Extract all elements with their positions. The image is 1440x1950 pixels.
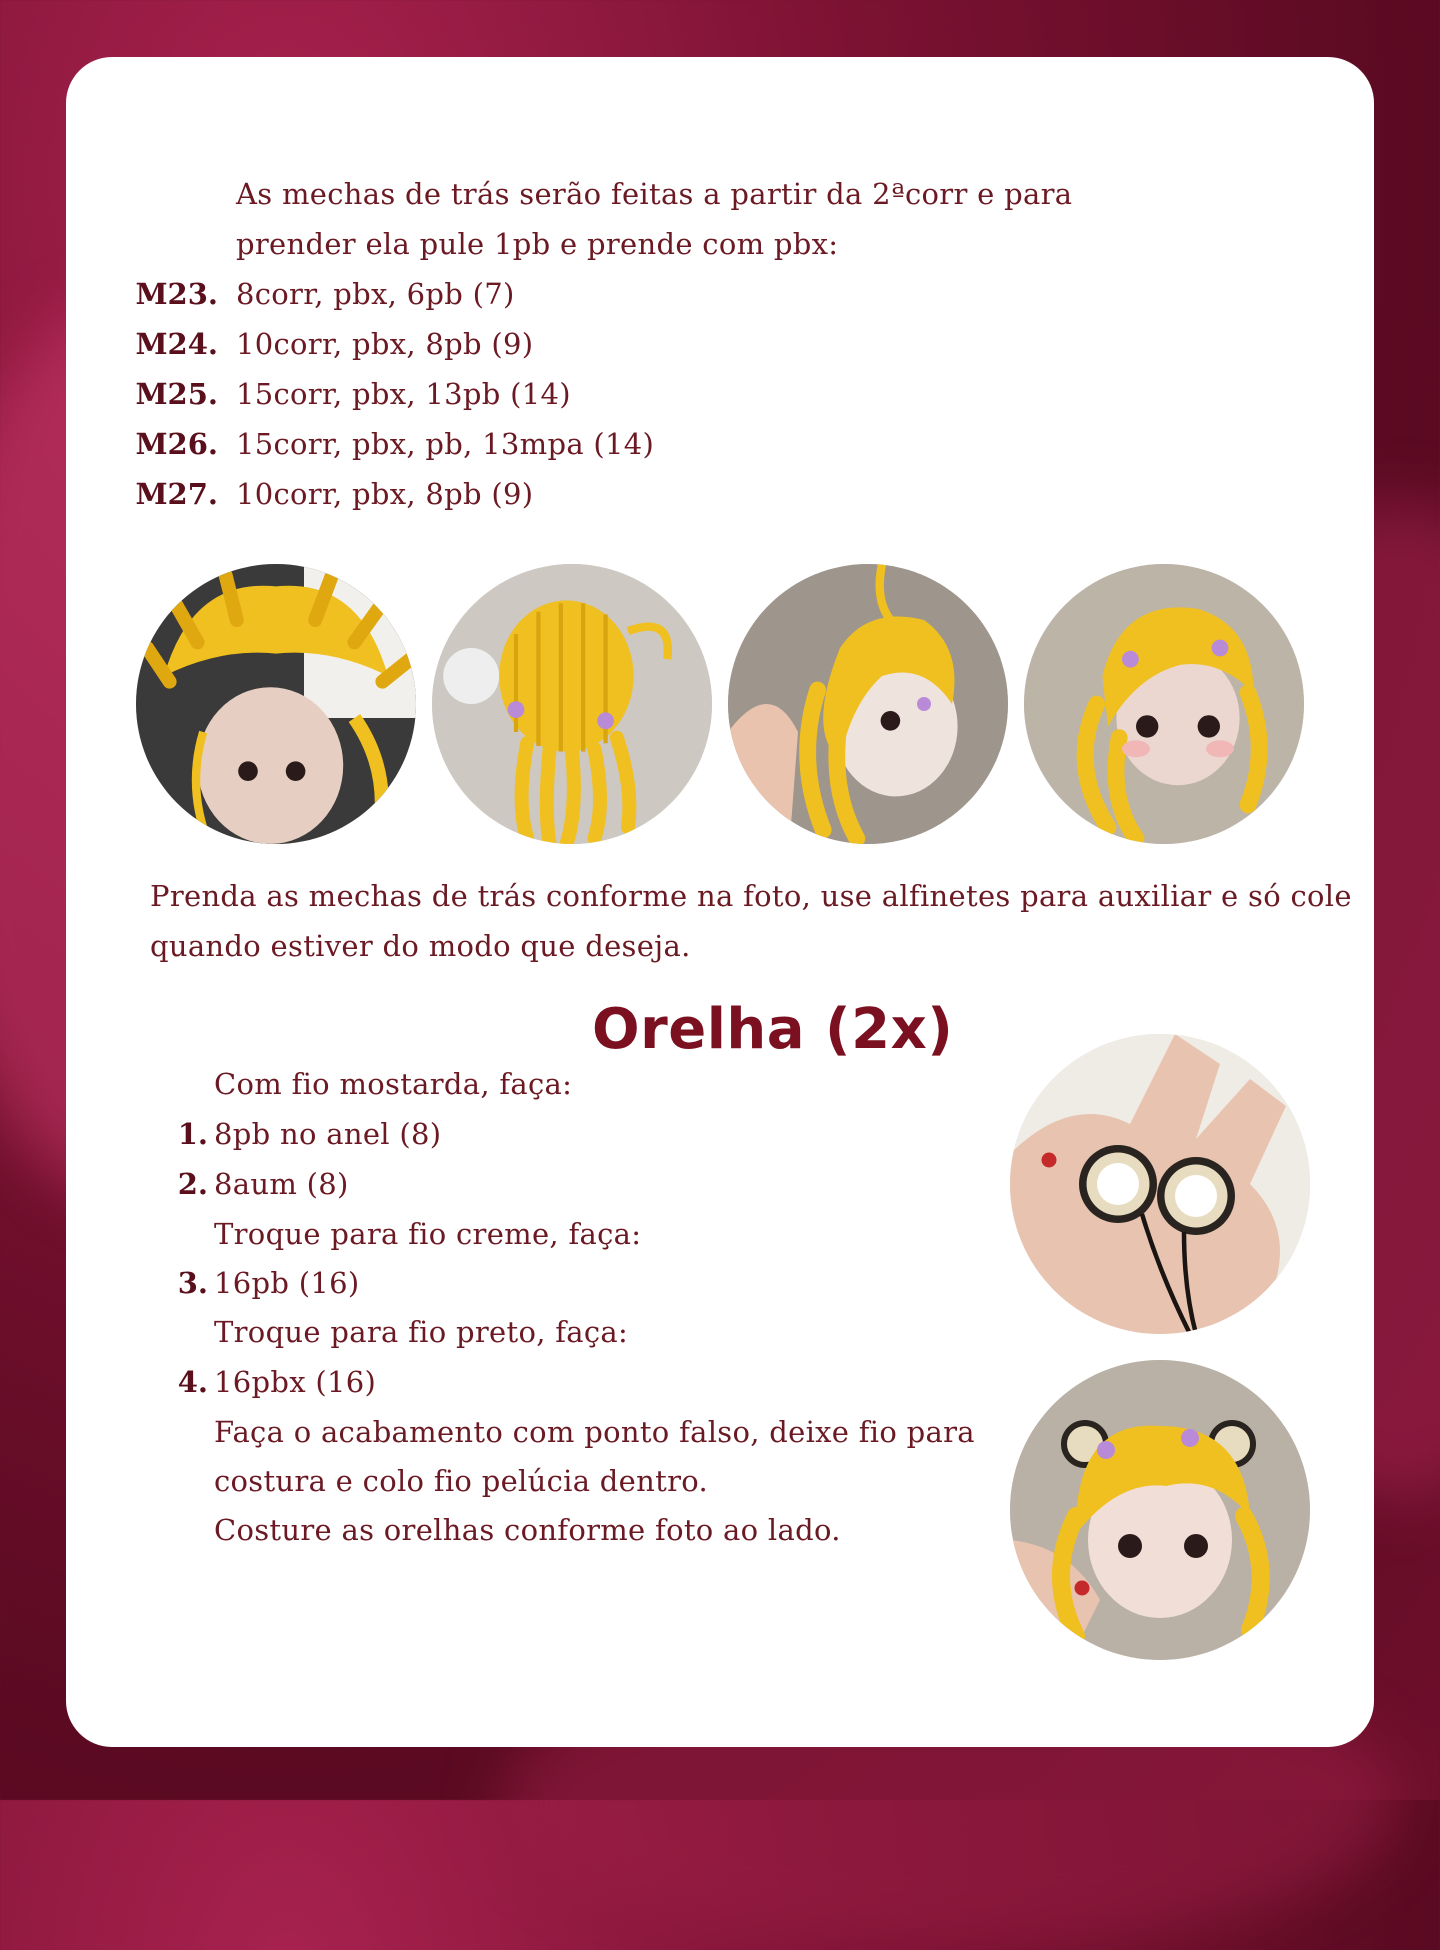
step-text: Com fio mostarda, faça: [214, 1067, 573, 1101]
step-number: 4. [177, 1365, 208, 1399]
round-text: 10corr, pbx, 8pb (9) [236, 477, 534, 511]
step-text: Faça o acabamento com ponto falso, deixe fio para [214, 1415, 975, 1449]
step-text: 16pb (16) [214, 1266, 360, 1300]
round-label: M24. [135, 327, 218, 361]
step-text: 8aum (8) [214, 1167, 349, 1201]
document-card [66, 57, 1374, 1747]
round-label: M25. [135, 377, 218, 411]
note-line-2: quando estiver do modo que deseja. [150, 929, 691, 963]
step-text: Costure as orelhas conforme foto ao lado. [214, 1513, 841, 1547]
photo-hair-strands-back [432, 564, 712, 844]
step-text: 8pb no anel (8) [214, 1117, 442, 1151]
round-text: 8corr, pbx, 6pb (7) [236, 277, 515, 311]
round-text: 10corr, pbx, 8pb (9) [236, 327, 534, 361]
round-label: M26. [135, 427, 218, 461]
round-text: 15corr, pbx, pb, 13mpa (14) [236, 427, 655, 461]
intro-line-2: prender ela pule 1pb e prende com pbx: [236, 227, 839, 261]
round-label: M27. [135, 477, 218, 511]
round-text: 15corr, pbx, 13pb (14) [236, 377, 571, 411]
step-text: Troque para fio creme, faça: [214, 1217, 642, 1251]
step-text: costura e colo fio pelúcia dentro. [214, 1464, 708, 1498]
step-number: 3. [177, 1266, 208, 1300]
step-text: 16pbx (16) [214, 1365, 377, 1399]
photo-hair-strands-side [728, 564, 1008, 844]
photo-hair-finished [1024, 564, 1304, 844]
photo-ears-attached [1010, 1360, 1310, 1660]
section-title: Orelha (2x) [592, 997, 954, 1062]
step-number: 2. [177, 1167, 208, 1201]
note-line-1: Prenda as mechas de trás conforme na foto, use alfinetes para auxiliar e só cole [150, 879, 1352, 913]
round-label: M23. [135, 277, 218, 311]
step-text: Troque para fio preto, faça: [214, 1315, 629, 1349]
photo-ears-in-hand [1010, 1034, 1310, 1334]
photo-hair-strands-front [136, 564, 416, 844]
intro-line-1: As mechas de trás serão feitas a partir da 2ªcorr e para [236, 177, 1073, 211]
step-number: 1. [177, 1117, 208, 1151]
